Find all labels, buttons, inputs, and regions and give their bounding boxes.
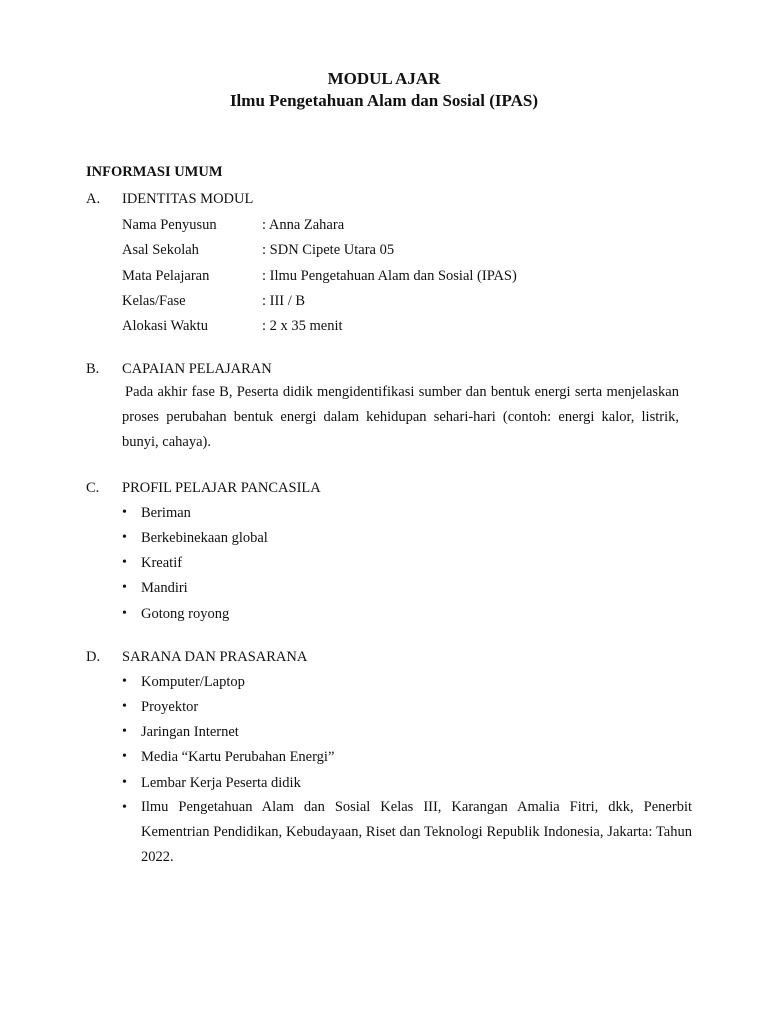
section-title-sarana-dan-prasarana: SARANA DAN PRASARANA bbox=[122, 649, 308, 665]
identity-value: : III / B bbox=[262, 293, 306, 309]
list-item: Mandiri bbox=[141, 580, 188, 596]
section-letter-b: B. bbox=[86, 361, 100, 377]
list-item: Kreatif bbox=[141, 555, 183, 571]
identity-value: : 2 x 35 menit bbox=[262, 318, 343, 334]
section-letter-c: C. bbox=[86, 480, 100, 496]
list-item: Beriman bbox=[141, 505, 191, 521]
bullet-icon: • bbox=[122, 800, 127, 815]
bullet-icon: • bbox=[122, 555, 127, 570]
document-title: MODUL AJAR bbox=[327, 69, 441, 88]
section-heading-informasi-umum: INFORMASI UMUM bbox=[86, 164, 223, 180]
section-title-identitas-modul: IDENTITAS MODUL bbox=[122, 191, 254, 207]
list-item: Jaringan Internet bbox=[141, 724, 239, 740]
bullet-icon: • bbox=[122, 775, 127, 790]
bullet-icon: • bbox=[122, 505, 127, 520]
bullet-icon: • bbox=[122, 606, 127, 621]
capaian-paragraph: Pada akhir fase B, Peserta didik mengidentifikasi sumber dan bentuk energi serta menjelaskan proses perubahan bentuk energi dalam kehidupan sehari-hari (contoh: energi kalor, listrik, bunyi, cahaya). bbox=[122, 384, 679, 450]
identity-label: Asal Sekolah bbox=[122, 242, 199, 258]
bullet-icon: • bbox=[122, 530, 127, 545]
list-item-reference: Ilmu Pengetahuan Alam dan Sosial Kelas III, Karangan Amalia Fitri, dkk, Penerbit Kementrian Pendidikan, Kebudayaan, Riset dan Teknologi Republik Indonesia, Jakarta: Tahun 2022. bbox=[141, 799, 692, 865]
list-item: Lembar Kerja Peserta didik bbox=[141, 775, 301, 791]
identity-label: Nama Penyusun bbox=[122, 217, 217, 233]
bullet-icon: • bbox=[122, 580, 127, 595]
bullet-icon: • bbox=[122, 674, 127, 689]
identity-value: : Anna Zahara bbox=[262, 217, 345, 233]
list-item: Gotong royong bbox=[141, 606, 230, 622]
bullet-icon: • bbox=[122, 699, 127, 714]
section-letter-d: D. bbox=[86, 649, 101, 665]
list-item: Komputer/Laptop bbox=[141, 674, 245, 690]
identity-label: Mata Pelajaran bbox=[122, 268, 210, 284]
section-letter-a: A. bbox=[86, 191, 101, 207]
section-title-profil-pelajar-pancasila: PROFIL PELAJAR PANCASILA bbox=[122, 480, 321, 496]
identity-value: : Ilmu Pengetahuan Alam dan Sosial (IPAS) bbox=[262, 268, 517, 284]
list-item: Media “Kartu Perubahan Energi” bbox=[141, 749, 335, 765]
section-title-capaian-pelajaran: CAPAIAN PELAJARAN bbox=[122, 361, 272, 377]
bullet-icon: • bbox=[122, 749, 127, 764]
identity-label: Alokasi Waktu bbox=[122, 318, 208, 334]
identity-value: : SDN Cipete Utara 05 bbox=[262, 242, 395, 258]
bullet-icon: • bbox=[122, 724, 127, 739]
identity-label: Kelas/Fase bbox=[122, 293, 186, 309]
list-item: Berkebinekaan global bbox=[141, 530, 268, 546]
list-item: Proyektor bbox=[141, 699, 199, 715]
document-subtitle: Ilmu Pengetahuan Alam dan Sosial (IPAS) bbox=[229, 91, 539, 110]
